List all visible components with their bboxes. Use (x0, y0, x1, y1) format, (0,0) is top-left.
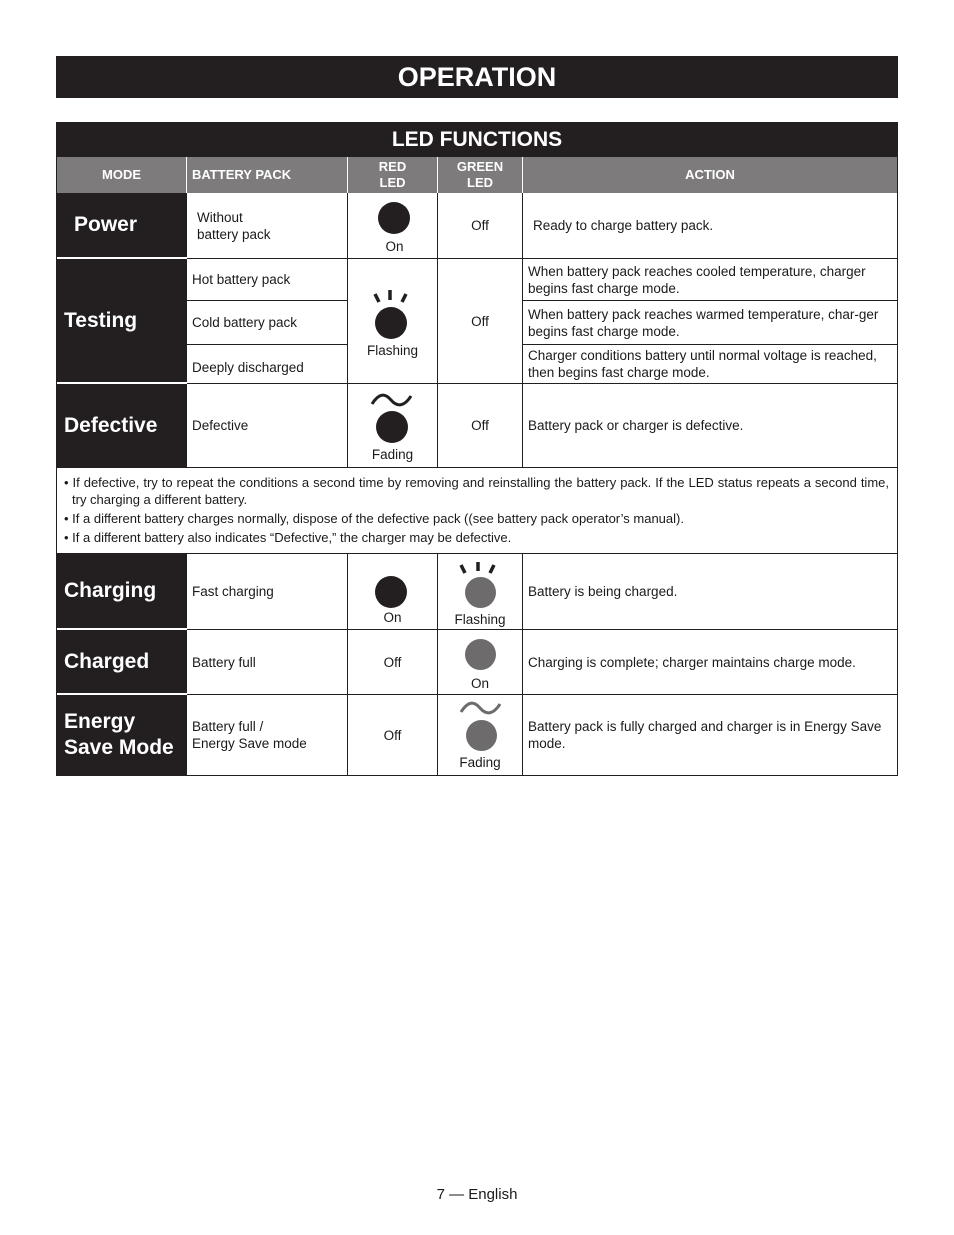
energy-save-mode-line2: Save Mode (64, 736, 174, 759)
led-dot-icon (466, 720, 497, 751)
charging-red-led-label: On (383, 610, 402, 625)
defective-red-led-label: Fading (371, 447, 414, 462)
mode-power: Power (57, 193, 187, 259)
mode-charged: Charged (57, 630, 187, 695)
header-green-led-line2: LED (467, 175, 493, 190)
mode-testing: Testing (57, 259, 187, 384)
testing-red-led (348, 259, 438, 384)
header-red-led-line2: LED (379, 175, 406, 190)
charged-green-led (438, 630, 523, 695)
power-pack-line1: Without (197, 209, 243, 225)
led-dot-icon (465, 577, 496, 608)
energy-save-pack-line1: Battery full / (192, 719, 264, 734)
power-red-led-label: On (385, 239, 404, 254)
header-battery-pack: BATTERY PACK (187, 157, 348, 193)
energy-save-green-led-label: Fading (459, 755, 501, 770)
led-dot-icon (465, 639, 496, 670)
testing-action-cold: When battery pack reaches warmed temperature, char-ger begins fast charge mode. (523, 301, 897, 345)
table-title: LED FUNCTIONS (57, 123, 897, 157)
power-green-led: Off (438, 193, 523, 259)
header-action: ACTION (523, 157, 897, 193)
led-flashing-icon (370, 287, 416, 307)
defective-battery-pack: Defective (187, 384, 348, 468)
charged-red-led: Off (348, 630, 438, 695)
testing-pack-hot: Hot battery pack (187, 259, 348, 301)
charged-battery-pack: Battery full (187, 630, 348, 695)
charged-green-led-label: On (470, 676, 489, 691)
led-fading-icon (369, 391, 415, 411)
led-dot-icon (375, 576, 407, 608)
header-green-led (438, 157, 523, 193)
energy-save-battery-pack (187, 695, 348, 775)
testing-action-hot: When battery pack reaches cooled temperature, charger begins fast charge mode. (523, 259, 897, 301)
charging-red-led (348, 554, 438, 630)
energy-save-mode-line1: Energy (64, 710, 136, 733)
header-mode: MODE (57, 157, 187, 193)
led-functions-table (56, 122, 898, 776)
page-banner: OPERATION (56, 56, 898, 98)
testing-red-led-label: Flashing (366, 343, 419, 358)
testing-action-deep: Charger conditions battery until normal voltage is reached, then begins fast charge mode. (523, 345, 897, 384)
charging-action: Battery is being charged. (523, 554, 897, 630)
energy-save-pack-line2: Energy Save mode (192, 736, 307, 751)
defective-action: Battery pack or charger is defective. (523, 384, 897, 468)
testing-green-led: Off (438, 259, 523, 384)
led-dot-icon (375, 307, 407, 339)
testing-pack-deep: Deeply discharged (187, 345, 348, 384)
defective-notes (57, 468, 897, 554)
note-item: • If defective, try to repeat the conditions a second time by removing and reinstalling the battery pack. If the LED status repeats a second time, try charging a different battery. (64, 475, 889, 507)
mode-energy-save (57, 695, 187, 775)
energy-save-green-led (438, 695, 523, 775)
led-fading-icon (458, 700, 504, 718)
led-flashing-icon (456, 560, 502, 578)
defective-green-led: Off (438, 384, 523, 468)
header-red-led (348, 157, 438, 193)
charging-battery-pack: Fast charging (187, 554, 348, 630)
energy-save-action: Battery pack is fully charged and charger is in Energy Save mode. (523, 695, 897, 775)
header-green-led-line1: GREEN (456, 159, 504, 174)
charged-action: Charging is complete; charger maintains charge mode. (523, 630, 897, 695)
energy-save-red-led: Off (348, 695, 438, 775)
led-dot-icon (378, 202, 410, 234)
power-red-led (348, 193, 438, 259)
charging-green-led-label: Flashing (454, 612, 506, 627)
power-battery-pack (187, 193, 348, 259)
testing-pack-cold: Cold battery pack (187, 301, 348, 345)
page-footer: 7 — English (436, 1186, 518, 1203)
mode-charging: Charging (57, 554, 187, 630)
note-item: • If a different battery also indicates “Defective,” the charger may be defective. (64, 530, 512, 545)
charging-green-led (438, 554, 523, 630)
note-item: • If a different battery charges normally, dispose of the defective pack ((see battery pack operator’s manual). (64, 511, 684, 526)
power-pack-line2: battery pack (197, 226, 271, 242)
led-dot-icon (376, 411, 408, 443)
power-action: Ready to charge battery pack. (523, 193, 897, 259)
mode-defective: Defective (57, 384, 187, 468)
defective-red-led (348, 384, 438, 468)
header-red-led-line1: RED (378, 159, 407, 174)
